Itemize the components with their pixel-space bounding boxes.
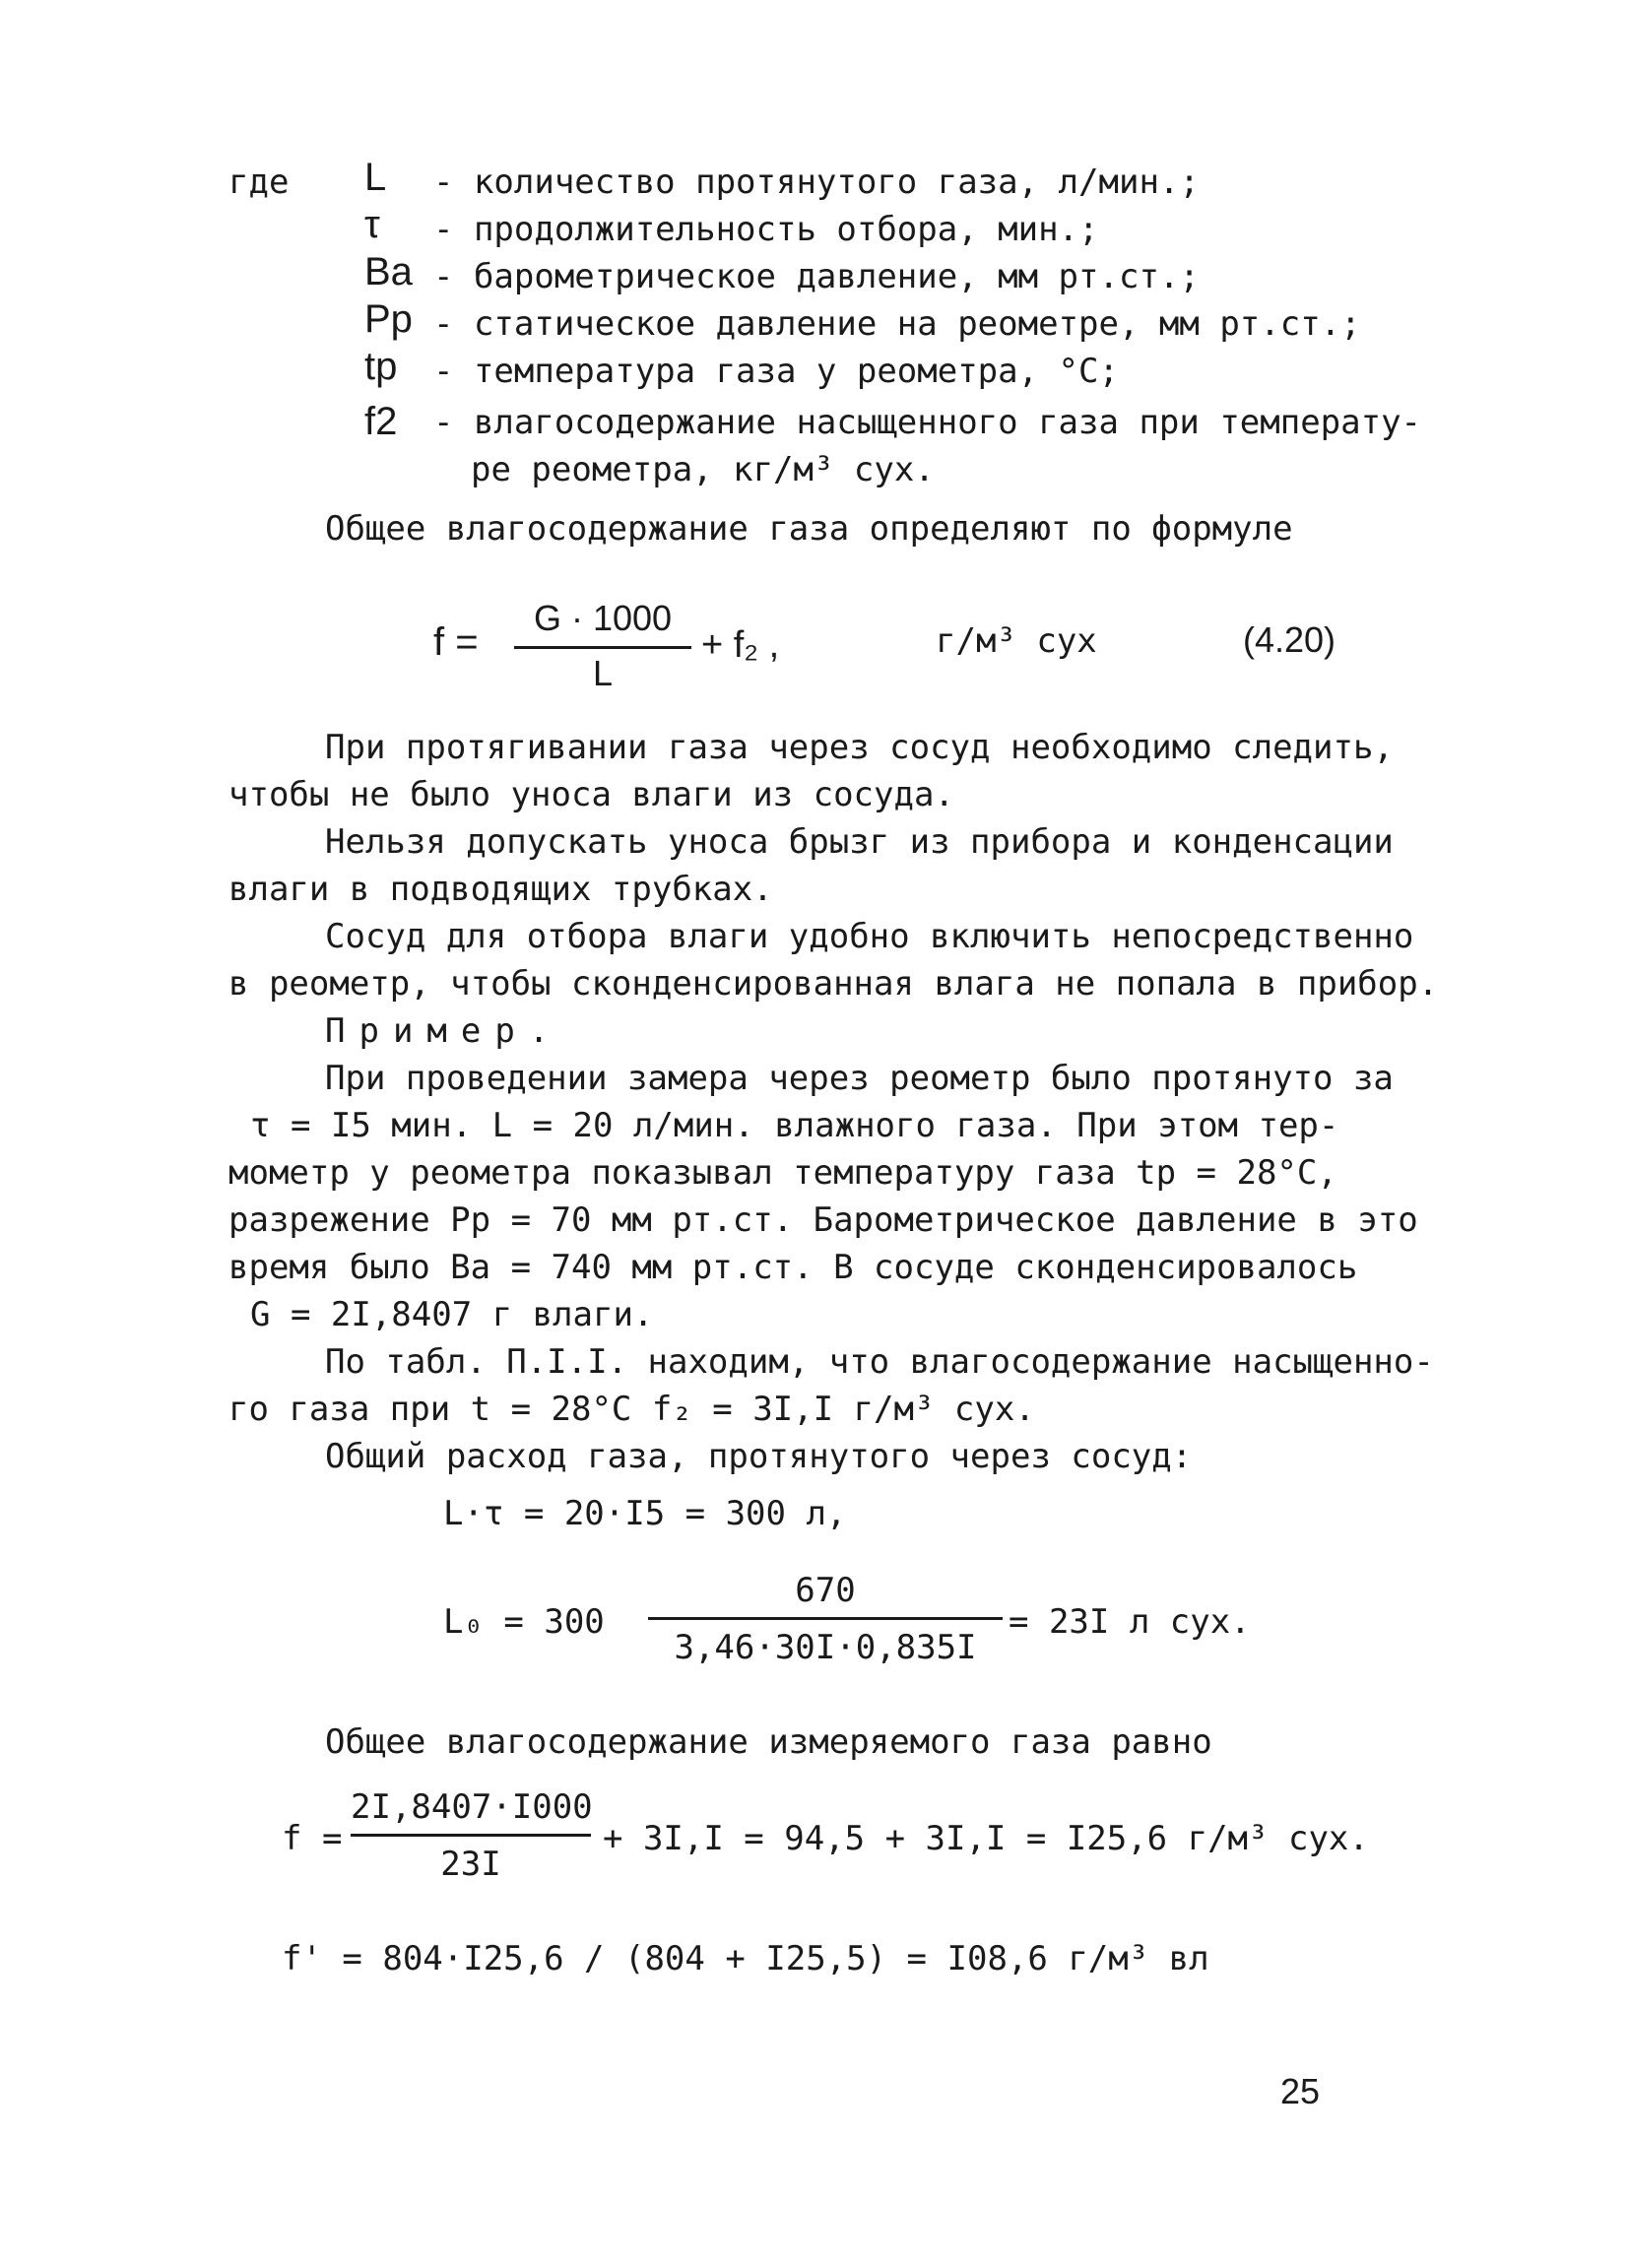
formula-420-bar [514,646,691,649]
intro-formula-text: Общее влагосодержание газа определяют по формуле [325,509,1293,549]
formula-420-tail: + f₂ , [701,624,780,666]
equation-l0-rhs: = 23I л сух. [1009,1602,1251,1642]
equation-f-rhs: + 3I,I = 94,5 + 3I,I = I25,6 г/м³ сух. [603,1819,1369,1858]
paragraph-2-line-2: влаги в подводящих трубках. [228,870,773,909]
example-line-4: разрежение Pp = 70 мм рт.ст. Барометрическое давление в это [228,1200,1418,1240]
formula-420-numerator: G · 1000 [533,598,673,638]
example-line-3: мометр у реометра показывал температуру газа tp = 28°C, [228,1153,1337,1193]
equation-fprime: f' = 804·I25,6 / (804 + I25,5) = I08,6 г/м³ вл [282,1939,1209,1978]
symbol-Ba: Ba [364,250,413,293]
table-line-2: го газа при t = 28°C f₂ = 3I,I г/м³ сух. [228,1390,1035,1429]
example-line-5: время было Ba = 740 мм рт.ст. В сосуде сконденсировалось [228,1248,1358,1287]
equation-f-numerator: 2I,8407·I000 [351,1787,593,1827]
table-line-1: По табл. П.I.I. находим, что влагосодержание насыщенно- [325,1342,1434,1382]
symbol-L: L [364,156,387,199]
equation-f-lhs: f = [282,1819,343,1858]
equation-f-denominator: 23I [440,1845,501,1884]
definition-f2: - влагосодержание насыщенного газа при температу- [433,403,1422,442]
example-line-6: G = 2I,8407 г влаги. [250,1295,654,1334]
lead-word-gde: где [228,162,290,202]
paragraph-2-line-1: Нельзя допускать уноса брызг из прибора и конденсации [325,822,1394,862]
definition-Ba: - барометрическое давление, мм рт.ст.; [433,257,1200,296]
equation-l0-denominator: 3,46·30I·0,835I [674,1628,977,1667]
equation-l0-lhs: L₀ = 300 [443,1602,605,1642]
page-number: 25 [1280,2071,1321,2111]
example-line-2: τ = I5 мин. L = 20 л/мин. влажного газа. При этом тер- [250,1106,1339,1145]
symbol-tp: tp [364,345,398,388]
formula-420-number: (4.20) [1243,619,1336,660]
equation-l0-numerator: 670 [795,1571,856,1610]
formula-420-lhs: f = [433,620,479,664]
definition-Pp: - статическое давление на реометре, мм рт.ст.; [433,304,1361,344]
example-line-1: При проведении замера через реометр было протянуто за [325,1059,1394,1098]
symbol-Pp: Pp [364,297,413,341]
paragraph-1-line-1: При протягивании газа через сосуд необходимо следить, [325,728,1394,767]
paragraph-3-line-2: в реометр, чтобы сконденсированная влага не попала в прибор. [228,964,1439,1004]
formula-420-fraction [514,598,691,693]
definition-tp: - температура газа у реометра, °C; [433,352,1119,391]
symbol-tau: τ [364,203,380,246]
symbol-f2: f2 [364,400,398,443]
definition-L: - количество протянутого газа, л/мин.; [433,162,1200,202]
equation-l0-fraction [648,1571,1003,1668]
equation-f-fraction [351,1787,593,1885]
equation-l0-bar [648,1617,1003,1620]
total-flow-text: Общий расход газа, протянутого через сосуд: [325,1437,1193,1476]
total-moisture-text: Общее влагосодержание измеряемого газа равно [325,1722,1212,1762]
definition-tau: - продолжительность отбора, мин.; [433,210,1099,249]
paragraph-3-line-1: Сосуд для отбора влаги удобно включить непосредственно [325,917,1414,956]
equation-f-bar [351,1834,591,1837]
equation-ltau: L·τ = 20·I5 = 300 л, [443,1494,847,1533]
definition-f2-continuation: ре реометра, кг/м³ сух. [471,450,935,489]
paragraph-1-line-2: чтобы не было уноса влаги из сосуда. [228,775,954,814]
example-heading: Пример. [325,1011,563,1051]
formula-420-units: г/м³ сух [936,621,1097,661]
formula-420-denominator: L [592,653,614,693]
